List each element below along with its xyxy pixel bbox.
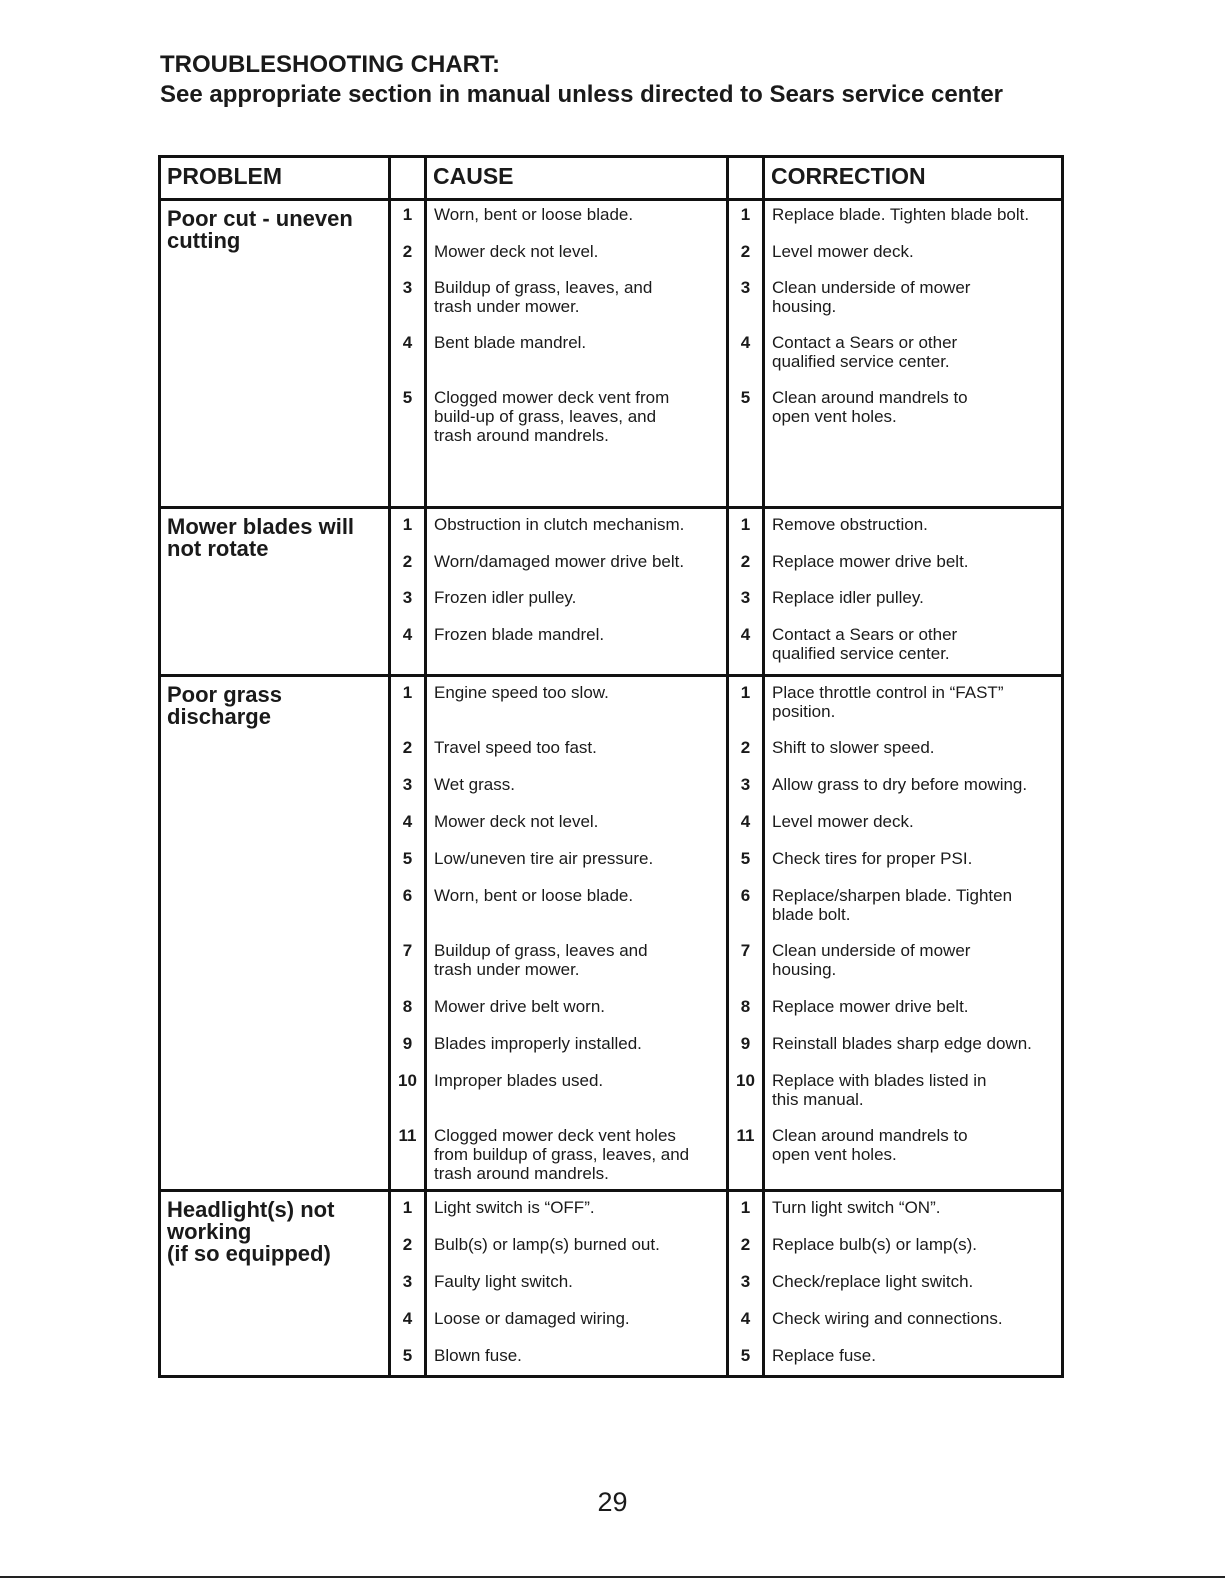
cause-text: Bent blade mandrel. <box>434 333 587 352</box>
cause-column <box>424 509 726 674</box>
correction-number: 4 <box>740 333 751 352</box>
correction-text: Level mower deck. <box>772 242 914 261</box>
correction-text: Clean around mandrels to open vent holes. <box>772 388 968 426</box>
correction-number: 2 <box>740 242 751 261</box>
correction-text: Contact a Sears or other qualified service center. <box>772 333 958 371</box>
cause-text: Bulb(s) or lamp(s) burned out. <box>434 1235 660 1254</box>
correction-number: 3 <box>740 775 751 794</box>
cause-text: Blown fuse. <box>434 1346 522 1365</box>
correction-text: Turn light switch “ON”. <box>772 1198 941 1217</box>
cause-text: Clogged mower deck vent holes from buildup of grass, leaves, and trash around mandrels. <box>434 1126 690 1183</box>
cause-text: Low/uneven tire air pressure. <box>434 849 654 868</box>
problem-cell: Headlight(s) not working (if so equipped) <box>167 1197 335 1266</box>
correction-text: Remove obstruction. <box>772 515 928 534</box>
page-number: 29 <box>597 1487 628 1517</box>
cause-column <box>424 201 726 506</box>
cause-text: Worn, bent or loose blade. <box>434 886 634 905</box>
correction-text: Clean underside of mower housing. <box>772 278 971 316</box>
cause-text: Loose or damaged wiring. <box>434 1309 630 1328</box>
chart-subtitle: See appropriate section in manual unless directed to Sears service center <box>160 81 1003 108</box>
correction-text: Replace mower drive belt. <box>772 552 969 571</box>
correction-number: 10 <box>736 1071 755 1090</box>
correction-text: Replace fuse. <box>772 1346 876 1365</box>
cause-number: 1 <box>402 205 413 224</box>
correction-number: 3 <box>740 588 751 607</box>
correction-number: 11 <box>736 1126 755 1145</box>
correction-column-header: CORRECTION <box>762 158 1061 198</box>
cause-number: 9 <box>402 1034 413 1053</box>
cause-text: Buildup of grass, leaves and trash under mower. <box>434 941 648 979</box>
bottom-divider <box>0 1576 1225 1578</box>
correction-text: Replace with blades listed in this manual. <box>772 1071 987 1109</box>
cause-number: 3 <box>402 775 413 794</box>
cause-number: 2 <box>402 1235 413 1254</box>
correction-number: 4 <box>740 812 751 831</box>
problem-section <box>161 198 1061 506</box>
cause-number: 1 <box>402 683 413 702</box>
cause-number: 4 <box>402 812 413 831</box>
cause-text: Wet grass. <box>434 775 515 794</box>
correction-number: 4 <box>740 1309 751 1328</box>
correction-number: 3 <box>740 278 751 297</box>
cause-number: 6 <box>402 886 413 905</box>
cause-text: Blades improperly installed. <box>434 1034 642 1053</box>
correction-text: Check tires for proper PSI. <box>772 849 973 868</box>
correction-number: 5 <box>740 1346 751 1365</box>
cause-text: Frozen idler pulley. <box>434 588 577 607</box>
cause-number-column-header <box>388 158 424 198</box>
cause-text: Worn, bent or loose blade. <box>434 205 634 224</box>
problem-section <box>161 674 1061 1189</box>
cause-text: Improper blades used. <box>434 1071 604 1090</box>
cause-text: Frozen blade mandrel. <box>434 625 605 644</box>
cause-number: 1 <box>402 515 413 534</box>
correction-number: 2 <box>740 552 751 571</box>
correction-number-column <box>726 1192 762 1375</box>
cause-number-column <box>388 509 424 674</box>
correction-number-column-header <box>726 158 762 198</box>
cause-number: 2 <box>402 242 413 261</box>
cause-text: Light switch is “OFF”. <box>434 1198 595 1217</box>
cause-number-column <box>388 201 424 506</box>
cause-number: 5 <box>402 849 413 868</box>
correction-text: Replace/sharpen blade. Tighten blade bolt. <box>772 886 1013 924</box>
correction-text: Level mower deck. <box>772 812 914 831</box>
correction-number: 6 <box>740 886 751 905</box>
page-heading <box>160 50 1003 110</box>
cause-text: Faulty light switch. <box>434 1272 573 1291</box>
problem-cell: Poor cut - uneven cutting <box>167 206 353 253</box>
problem-cell: Poor grass discharge <box>167 682 282 729</box>
correction-number: 5 <box>740 388 751 407</box>
correction-column <box>762 201 1061 506</box>
correction-number-column <box>726 201 762 506</box>
correction-text: Replace blade. Tighten blade bolt. <box>772 205 1030 224</box>
cause-number: 8 <box>402 997 413 1016</box>
correction-number: 8 <box>740 997 751 1016</box>
cause-text: Buildup of grass, leaves, and trash under mower. <box>434 278 653 316</box>
cause-number-column <box>388 1192 424 1375</box>
correction-column <box>762 1192 1061 1375</box>
correction-column <box>762 677 1061 1189</box>
cause-text: Clogged mower deck vent from build-up of grass, leaves, and trash around mandrels. <box>434 388 670 445</box>
correction-text: Contact a Sears or other qualified service center. <box>772 625 958 663</box>
cause-number: 3 <box>402 588 413 607</box>
cause-text: Obstruction in clutch mechanism. <box>434 515 685 534</box>
correction-number: 5 <box>740 849 751 868</box>
cause-number-column <box>388 677 424 1189</box>
cause-text: Mower deck not level. <box>434 812 599 831</box>
cause-number: 2 <box>402 738 413 757</box>
cause-text: Engine speed too slow. <box>434 683 609 702</box>
cause-number: 1 <box>402 1198 413 1217</box>
problem-column-header: PROBLEM <box>167 163 282 189</box>
cause-number: 5 <box>402 1346 413 1365</box>
correction-number: 1 <box>740 683 751 702</box>
troubleshooting-table <box>158 155 1064 1378</box>
cause-number: 3 <box>402 1272 413 1291</box>
correction-text: Replace mower drive belt. <box>772 997 969 1016</box>
correction-number: 2 <box>740 738 751 757</box>
cause-text: Worn/damaged mower drive belt. <box>434 552 685 571</box>
correction-number: 9 <box>740 1034 751 1053</box>
correction-text: Clean around mandrels to open vent holes. <box>772 1126 968 1164</box>
correction-text: Place throttle control in “FAST” position. <box>772 683 1004 721</box>
cause-column-header: CAUSE <box>424 158 726 198</box>
correction-text: Shift to slower speed. <box>772 738 935 757</box>
correction-number: 4 <box>740 625 751 644</box>
cause-number: 2 <box>402 552 413 571</box>
correction-text: Allow grass to dry before mowing. <box>772 775 1028 794</box>
chart-title: TROUBLESHOOTING CHART: <box>160 51 500 78</box>
problem-section <box>161 506 1061 674</box>
cause-text: Travel speed too fast. <box>434 738 597 757</box>
correction-number: 1 <box>740 515 751 534</box>
correction-text: Check/replace light switch. <box>772 1272 974 1291</box>
cause-number: 3 <box>402 278 413 297</box>
correction-number-column <box>726 677 762 1189</box>
cause-number: 4 <box>402 625 413 644</box>
correction-number: 1 <box>740 1198 751 1217</box>
correction-number: 2 <box>740 1235 751 1254</box>
correction-number: 1 <box>740 205 751 224</box>
cause-column <box>424 1192 726 1375</box>
correction-number-column <box>726 509 762 674</box>
correction-text: Check wiring and connections. <box>772 1309 1003 1328</box>
correction-text: Clean underside of mower housing. <box>772 941 971 979</box>
correction-number: 7 <box>740 941 751 960</box>
table-header-row <box>161 155 1061 198</box>
cause-number: 4 <box>402 333 413 352</box>
cause-number: 10 <box>398 1071 417 1090</box>
problem-section <box>161 1189 1061 1375</box>
cause-text: Mower deck not level. <box>434 242 599 261</box>
correction-column <box>762 509 1061 674</box>
correction-text: Replace idler pulley. <box>772 588 924 607</box>
cause-number: 7 <box>402 941 413 960</box>
cause-number: 11 <box>398 1126 417 1145</box>
cause-number: 5 <box>402 388 413 407</box>
correction-text: Reinstall blades sharp edge down. <box>772 1034 1032 1053</box>
problem-cell: Mower blades will not rotate <box>167 514 355 561</box>
cause-column <box>424 677 726 1189</box>
correction-number: 3 <box>740 1272 751 1291</box>
correction-text: Replace bulb(s) or lamp(s). <box>772 1235 978 1254</box>
cause-number: 4 <box>402 1309 413 1328</box>
cause-text: Mower drive belt worn. <box>434 997 606 1016</box>
